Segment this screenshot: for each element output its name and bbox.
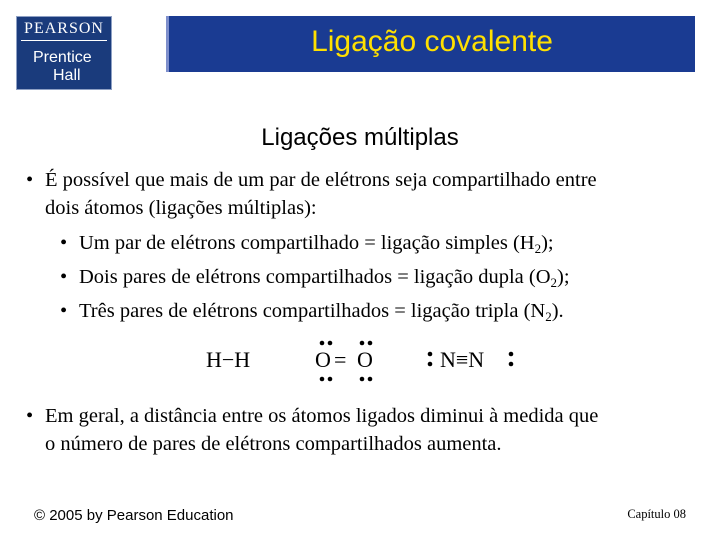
- sub-bullet-1-end: );: [541, 232, 554, 254]
- sub-bullet-2-text: Dois pares de elétrons compartilhados = ligação dupla (O: [79, 266, 551, 288]
- sub-bullet-3-text: Três pares de elétrons compartilhados = ligação tripla (N: [79, 300, 546, 322]
- sub-bullet-1-text: Um par de elétrons compartilhado = ligação simples (H: [79, 232, 535, 254]
- bullet-1-line-1: É possível que mais de um par de elétrons seja compartilhado entre: [45, 169, 597, 191]
- title-banner: [166, 16, 695, 72]
- bullet-2: [26, 402, 599, 430]
- sub-bullet-3-subscript: 2: [545, 309, 552, 324]
- o2-lone-pair-dots: [320, 341, 373, 382]
- n2-formula: N≡N: [440, 347, 485, 372]
- footer-copyright: © 2005 by Pearson Education: [34, 507, 234, 524]
- sub-bullet-3-end: ).: [551, 300, 564, 322]
- pearson-prentice-hall-logo: [16, 16, 112, 90]
- bullet-dot-icon: •: [60, 300, 68, 322]
- sub-bullet-2-end: );: [557, 266, 570, 288]
- n2-lone-pair-dots: [428, 352, 514, 367]
- bullet-dot-icon: •: [60, 266, 68, 288]
- h2-formula: H−H: [206, 347, 251, 372]
- bullet-2-line-1: Em geral, a distância entre os átomos ligados diminui à medida que: [45, 405, 599, 427]
- bullet-1-continuation: [45, 194, 317, 222]
- bullet-dot-icon: •: [26, 405, 34, 427]
- logo-line-prentice: Prentice: [33, 49, 92, 66]
- sub-bullet-1-subscript: 2: [534, 241, 542, 256]
- o2-double-bond: =: [334, 347, 347, 372]
- bullet-1-line-2: dois átomos (ligações múltiplas):: [45, 197, 317, 219]
- slide-title: Ligação covalente: [311, 25, 553, 58]
- bullet-2-line-2: o número de pares de elétrons compartilhados aumenta.: [45, 433, 502, 455]
- section-subtitle: Ligações múltiplas: [261, 124, 459, 151]
- bullet-dot-icon: •: [26, 169, 34, 191]
- sub-bullet-triple-bond: [60, 297, 564, 325]
- logo-line-pearson: PEARSON: [21, 20, 107, 41]
- sub-bullet-double-bond: [60, 263, 570, 291]
- bullet-1: [26, 166, 597, 194]
- o2-right-atom: O: [357, 347, 373, 372]
- o2-left-atom: O: [315, 347, 331, 372]
- sub-bullet-single-bond: [60, 229, 554, 257]
- logo-line-hall: Hall: [53, 67, 81, 84]
- sub-bullet-2-subscript: 2: [550, 275, 558, 290]
- bullet-2-continuation: [45, 430, 502, 458]
- footer-chapter: Capítulo 08: [627, 507, 686, 521]
- bullet-dot-icon: •: [60, 232, 68, 254]
